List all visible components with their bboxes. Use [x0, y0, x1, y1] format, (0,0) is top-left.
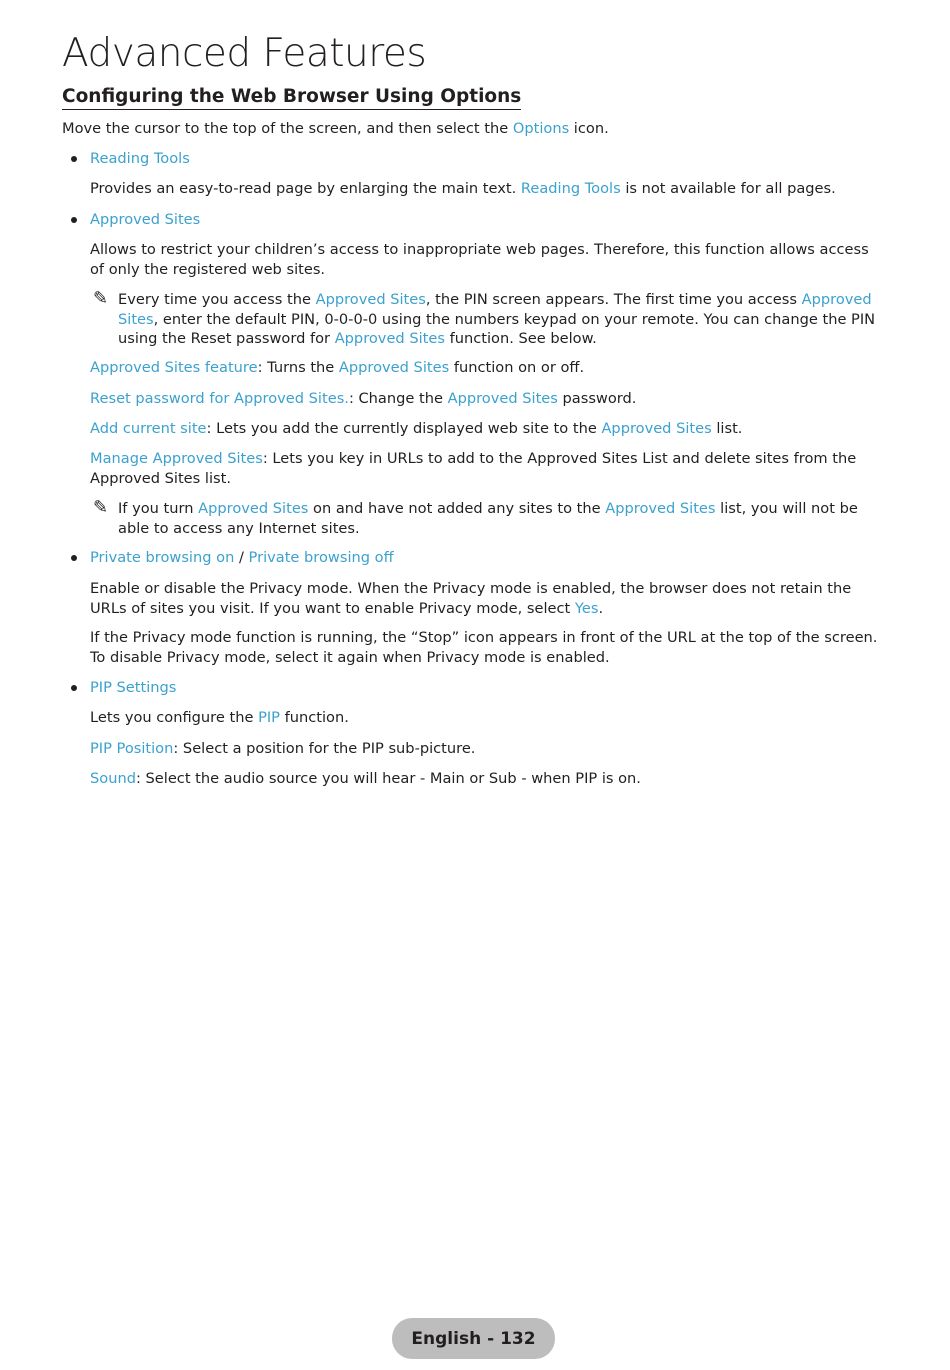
intro-paragraph: Move the cursor to the top of the screen, and then select the Options icon.: [62, 120, 609, 137]
approved-sites-note-2: If you turn Approved Sites on and have not added any sites to the Approved Sites list, you will not be able to access any Internet sites.: [118, 500, 858, 537]
bullet-icon: [71, 217, 77, 223]
page-number-badge: English - 132: [392, 1318, 555, 1359]
add-current-site-item: Add current site: Lets you add the currently displayed web site to the Approved Sites list.: [90, 420, 743, 437]
approved-sites-note: Every time you access the Approved Sites, the PIN screen appears. The first time you access Approved Sites, enter the default PIN, 0-0-0-0 using the numbers keypad on your remote. You can change the PIN using the Reset password for Approved Sites function. See below.: [118, 291, 876, 347]
private-browsing-desc-1: Enable or disable the Privacy mode. When the Privacy mode is enabled, the browser does not retain the URLs of sites you visit. If you want to enable Privacy mode, select Yes.: [90, 580, 852, 617]
manage-approved-sites-link[interactable]: Manage Approved Sites: [90, 450, 263, 467]
bullet-icon: [71, 156, 77, 162]
options-link[interactable]: Options: [512, 120, 570, 137]
page-title: Advanced Features: [62, 31, 427, 76]
pip-settings-heading[interactable]: PIP Settings: [90, 679, 177, 696]
reading-tools-desc: Provides an easy-to-read page by enlarging the main text. Reading Tools is not available for all pages.: [90, 180, 836, 197]
private-browsing-off-link[interactable]: Private browsing off: [248, 549, 394, 566]
pencil-note-icon: ✎: [93, 497, 109, 518]
pip-sound-link[interactable]: Sound: [90, 770, 136, 787]
bullet-icon: [71, 685, 77, 691]
manage-approved-sites-item: Manage Approved Sites: Lets you key in URLs to add to the Approved Sites List and delete sites from the Approved Sites list.: [90, 450, 857, 487]
bullet-icon: [71, 555, 77, 561]
pip-position-link[interactable]: PIP Position: [90, 740, 174, 757]
reset-password-link[interactable]: Reset password for Approved Sites.: [90, 390, 349, 407]
private-browsing-on-link[interactable]: Private browsing on: [90, 549, 235, 566]
pencil-note-icon: ✎: [93, 288, 109, 309]
private-browsing-heading: Private browsing on / Private browsing off: [90, 549, 394, 566]
reading-tools-heading[interactable]: Reading Tools: [90, 150, 190, 167]
approved-sites-desc: Allows to restrict your children’s access to inappropriate web pages. Therefore, this function allows access of only the registered web sites.: [90, 241, 869, 278]
section-title: Configuring the Web Browser Using Options: [62, 85, 521, 110]
pip-sound-item: Sound: Select the audio source you will hear - Main or Sub - when PIP is on.: [90, 770, 641, 787]
reset-password-item: Reset password for Approved Sites.: Change the Approved Sites password.: [90, 390, 637, 407]
approved-sites-feature-link[interactable]: Approved Sites feature: [90, 359, 258, 376]
add-current-site-link[interactable]: Add current site: [90, 420, 207, 437]
pip-position-item: PIP Position: Select a position for the PIP sub-picture.: [90, 740, 476, 757]
private-browsing-desc-2: If the Privacy mode function is running, the “Stop” icon appears in front of the URL at the top of the screen. To disable Privacy mode, select it again when Privacy mode is enabled.: [90, 629, 878, 666]
pip-settings-desc: Lets you configure the PIP function.: [90, 709, 349, 726]
approved-sites-feature: Approved Sites feature: Turns the Approved Sites function on or off.: [90, 359, 585, 376]
approved-sites-heading[interactable]: Approved Sites: [90, 211, 201, 228]
